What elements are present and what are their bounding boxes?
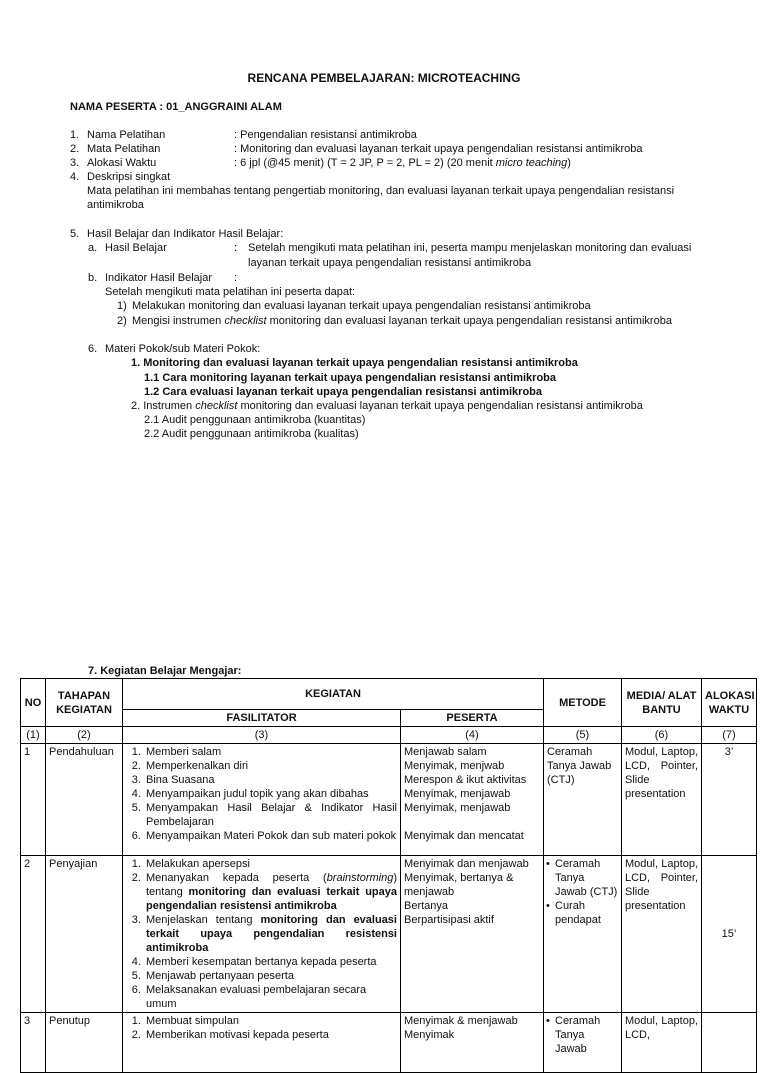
- row-stage: Penutup: [46, 1013, 123, 1073]
- col-number: (6): [622, 727, 702, 744]
- facilitator-activity: 6. Menyampaikan Materi Pokok dan sub materi pokok: [144, 829, 397, 843]
- facilitator-activity: 6. Melaksanakan evaluasi pembelajaran secara umum: [144, 983, 397, 1011]
- activity-bold: monitoring dan evaluasi terkait upaya pengendalian resistensi antimikroba: [146, 886, 397, 912]
- indicator-italic: checklist: [224, 315, 267, 327]
- header-no: NO: [21, 679, 46, 727]
- participant-activity: Menyimak: [404, 1029, 455, 1041]
- indicator-text: monitoring dan evaluasi layanan terkait upaya pengendalian resistansi antimikroba: [266, 315, 672, 327]
- header-tahapan: TAHAPAN KEGIATAN: [46, 679, 123, 727]
- value-text: : 6 jpl (@45 menit) (T = 2 JP, P = 2, PL = 2) (20 menit: [234, 157, 496, 169]
- header-fasilitator: FASILITATOR: [123, 710, 401, 727]
- item-number: 4.: [70, 171, 80, 183]
- participant-cell: [401, 1013, 544, 1073]
- participant-cell: [401, 856, 544, 1013]
- subitem-letter: b.: [88, 272, 98, 284]
- row-no: 1: [21, 744, 46, 856]
- table-number-row: [21, 727, 757, 744]
- method-item: • Curah pendapat: [555, 899, 618, 927]
- item-number: 2.: [70, 143, 80, 155]
- time-cell: 15’: [702, 856, 757, 1013]
- col-number: (7): [702, 727, 757, 744]
- participant-activity: Menyimak dan menjawab: [404, 858, 529, 870]
- section-heading: Hasil Belajar dan Indikator Hasil Belajar:: [87, 228, 284, 240]
- facilitator-activity: 4. Menyampaikan judul topik yang akan dibahas: [144, 787, 397, 801]
- participant-activity: Berpartisipasi aktif: [404, 914, 494, 926]
- row-stage: Pendahuluan: [46, 744, 123, 856]
- facilitator-activity: 5. Menyampakan Hasil Belajar & Indikator Hasil Pembelajaran: [144, 801, 397, 829]
- activity-text: Menjelaskan tentang: [146, 914, 261, 926]
- indicator-number: 2): [117, 315, 127, 327]
- row-stage: Penyajian: [46, 856, 123, 1013]
- facilitator-activity: [144, 871, 397, 913]
- indicator-intro: Setelah mengikuti mata pelatihan ini peserta dapat:: [105, 286, 356, 298]
- table-row: [21, 856, 757, 1013]
- description-line: Mata pelatihan ini membahas tentang pengertiab monitoring, dan evaluasi layanan terkait upaya pengendalian resistansi: [87, 185, 675, 197]
- col-number: (4): [401, 727, 544, 744]
- row-no: 2: [21, 856, 46, 1013]
- time-cell: 3’: [702, 744, 757, 856]
- participant-activity: Merespon & ikut aktivitas: [404, 774, 527, 786]
- facilitator-activity: 2. Memberikan motivasi kepada peserta: [144, 1028, 397, 1042]
- activity-bold: monitoring dan evaluasi terkait upaya pengendalian resistensi antimikroba: [146, 914, 397, 954]
- method-cell: Ceramah Tanya Jawab (CTJ): [544, 744, 622, 856]
- participant-activity: Menyimak dan mencatat: [404, 830, 524, 842]
- facilitator-activity: 1. Membuat simpulan: [144, 1014, 397, 1028]
- participant-activity: Menyimak, menjawab: [404, 802, 511, 814]
- topic-main: [131, 399, 643, 413]
- indicator-text: Mengisi instrumen: [132, 315, 225, 327]
- participant-activity: Bertanya: [404, 900, 449, 912]
- subitem-label: Hasil Belajar: [105, 242, 167, 254]
- item-label: Mata Pelatihan: [87, 143, 161, 155]
- facilitator-activity: 3. Bina Suasana: [144, 773, 397, 787]
- facilitator-activity: 1. Memberi salam: [144, 745, 397, 759]
- topic-sub: 2.1 Audit penggunaan antimikroba (kuantitas): [144, 414, 366, 426]
- header-metode: METODE: [544, 679, 622, 727]
- topic-main: 1. Monitoring dan evaluasi layanan terkait upaya pengendalian resistansi antimikroba: [131, 357, 578, 369]
- col-number: (3): [123, 727, 401, 744]
- participant-name: NAMA PESERTA : 01_ANGGRAINI ALAM: [70, 101, 282, 113]
- media-cell: Modul, Laptop, LCD, Pointer, Slide presentation: [622, 856, 702, 1013]
- item-label: Alokasi Waktu: [87, 157, 157, 169]
- header-media: MEDIA/ ALAT BANTU: [622, 679, 702, 727]
- item-value: : Monitoring dan evaluasi layanan terkait upaya pengendalian resistansi antimikroba: [234, 143, 643, 155]
- document-title: RENCANA PEMBELAJARAN: MICROTEACHING: [247, 71, 521, 85]
- col-number: (1): [21, 727, 46, 744]
- topic-text: 2. Instrumen: [131, 400, 196, 412]
- col-number: (2): [46, 727, 123, 744]
- value-text: ): [567, 157, 571, 169]
- item-label: Nama Pelatihan: [87, 129, 166, 141]
- facilitator-activity: 1. Melakukan apersepsi: [144, 857, 397, 871]
- value-italic: micro teaching: [495, 157, 568, 169]
- header-peserta: PESERTA: [401, 710, 544, 727]
- section-number: 6.: [88, 343, 98, 355]
- section-heading: Materi Pokok/sub Materi Pokok:: [105, 343, 261, 355]
- facilitator-activity: [144, 913, 397, 955]
- method-cell: [544, 856, 622, 1013]
- time-cell: [702, 1013, 757, 1073]
- subitem-colon: :: [234, 272, 238, 284]
- table-row: [21, 744, 757, 856]
- participant-activity: Menjawab salam: [404, 746, 487, 758]
- item-number: 3.: [70, 157, 80, 169]
- col-number: (5): [544, 727, 622, 744]
- media-cell: Modul, Laptop, LCD, Pointer, Slide presentation: [622, 744, 702, 856]
- subitem-label: Indikator Hasil Belajar: [105, 272, 212, 284]
- activity-table: [20, 678, 757, 1073]
- participant-activity: Menyimak, menjwab: [404, 760, 505, 772]
- row-no: 3: [21, 1013, 46, 1073]
- header-kegiatan: KEGIATAN: [123, 679, 544, 710]
- method-item: • Ceramah Tanya Jawab: [555, 1014, 618, 1056]
- method-item: • Ceramah Tanya Jawab (CTJ): [555, 857, 618, 899]
- method-cell: [544, 1013, 622, 1073]
- indicator-number: 1): [117, 300, 127, 312]
- topic-sub: 2.2 Audit penggunaan antimikroba (kualitas): [144, 428, 359, 440]
- facilitator-cell: [123, 856, 401, 1013]
- participant-activity: Menyimak, menjawab: [404, 788, 511, 800]
- facilitator-activity: 4. Memberi kesempatan bertanya kepada peserta: [144, 955, 397, 969]
- indicator-item: Melakukan monitoring dan evaluasi layanan terkait upaya pengendalian resistansi antimikroba: [132, 300, 591, 312]
- learning-outcome: Setelah mengikuti mata pelatihan ini, peserta mampu menjelaskan monitoring dan evaluasi: [248, 242, 692, 254]
- topic-text: monitoring dan evaluasi layanan terkait upaya pengendalian resistansi antimikroba: [237, 400, 643, 412]
- facilitator-activity: 5. Menjawab pertanyaan peserta: [144, 969, 397, 983]
- item-value: [234, 156, 571, 170]
- spacer: [404, 815, 540, 829]
- table-header-row: [21, 679, 757, 710]
- facilitator-cell: [123, 744, 401, 856]
- topic-sub: 1.1 Cara monitoring layanan terkait upaya pengendalian resistansi antimikroba: [144, 372, 557, 384]
- activity-text: Menanyakan kepada peserta (: [146, 872, 327, 884]
- section-heading: 7. Kegiatan Belajar Mengajar:: [88, 665, 242, 677]
- topic-italic: checklist: [195, 400, 238, 412]
- indicator-item: [132, 314, 672, 328]
- participant-cell: [401, 744, 544, 856]
- facilitator-cell: [123, 1013, 401, 1073]
- topic-sub: 1.2 Cara evaluasi layanan terkait upaya pengendalian resistansi antimikroba: [144, 386, 543, 398]
- participant-activity: Menyimak & menjawab: [404, 1015, 518, 1027]
- facilitator-activity: 2. Memperkenalkan diri: [144, 759, 397, 773]
- participant-activity: Menyimak, bertanya & menjawab: [404, 872, 514, 898]
- item-number: 1.: [70, 129, 80, 141]
- activity-italic: brainstorming: [326, 872, 394, 884]
- learning-outcome: layanan terkait upaya pengendalian resistansi antimikroba: [248, 257, 532, 269]
- item-label: Deskripsi singkat: [87, 171, 171, 183]
- subitem-letter: a.: [88, 242, 98, 254]
- subitem-colon: :: [234, 242, 238, 254]
- activity-text: ) tentang: [146, 872, 397, 898]
- media-cell: Modul, Laptop, LCD,: [622, 1013, 702, 1073]
- section-number: 5.: [70, 228, 80, 240]
- description-line: antimikroba: [87, 199, 144, 211]
- header-alokasi: ALOKASI WAKTU: [702, 679, 757, 727]
- table-row: [21, 1013, 757, 1073]
- item-value: : Pengendalian resistansi antimikroba: [234, 129, 417, 141]
